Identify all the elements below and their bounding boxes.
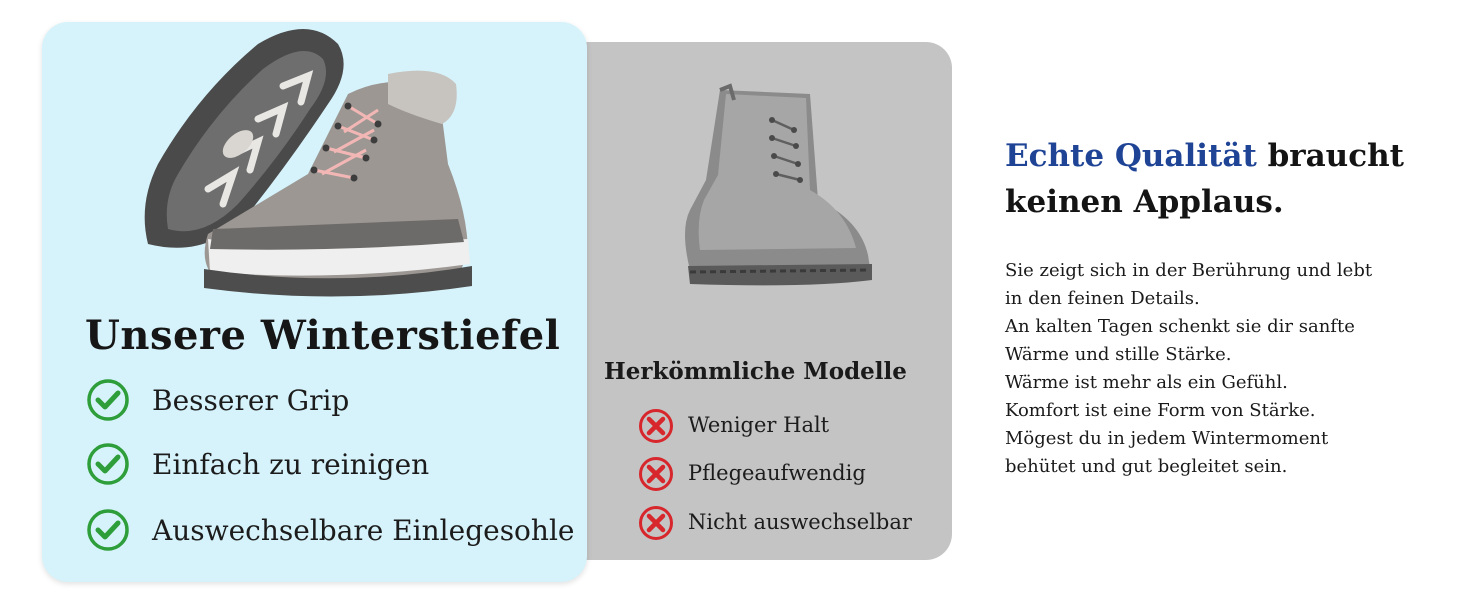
x-circle-icon — [638, 408, 674, 444]
x-circle-icon — [638, 456, 674, 492]
check-circle-icon — [86, 508, 130, 552]
check-circle-icon — [86, 378, 130, 422]
traditional-boot-image — [660, 80, 880, 290]
body-line: in den feinen Details. — [1005, 288, 1200, 309]
body-line: Komfort ist eine Form von Stärke. — [1005, 400, 1316, 421]
feature-label: Besserer Grip — [152, 384, 350, 417]
our-boots-title: Unsere Winterstiefel — [85, 312, 561, 359]
drawback-label: Nicht auswechselbar — [688, 510, 912, 534]
body-line: Sie zeigt sich in der Berührung und lebt — [1005, 260, 1373, 281]
quality-body-text — [1005, 257, 1445, 481]
quality-headline — [1005, 133, 1445, 225]
winter-boot-image — [138, 14, 478, 304]
feature-label: Einfach zu reinigen — [152, 448, 430, 481]
traditional-models-title: Herkömmliche Modelle — [604, 358, 907, 385]
x-circle-icon — [638, 505, 674, 541]
check-circle-icon — [86, 442, 130, 486]
feature-label: Auswechselbare Einlegesohle — [152, 514, 575, 547]
quality-headline-accent: Echte Qualität — [1005, 138, 1257, 174]
quality-headline-rest: braucht keinen Applaus. — [1005, 138, 1404, 220]
body-line: Wärme und stille Stärke. — [1005, 344, 1232, 365]
drawback-label: Weniger Halt — [688, 413, 830, 437]
body-line: Wärme ist mehr als ein Gefühl. — [1005, 372, 1288, 393]
body-line: An kalten Tagen schenkt sie dir sanfte — [1005, 316, 1355, 337]
drawback-label: Pflegeaufwendig — [688, 461, 866, 485]
body-line: behütet und gut begleitet sein. — [1005, 456, 1288, 477]
body-line: Mögest du in jedem Wintermoment — [1005, 428, 1329, 449]
